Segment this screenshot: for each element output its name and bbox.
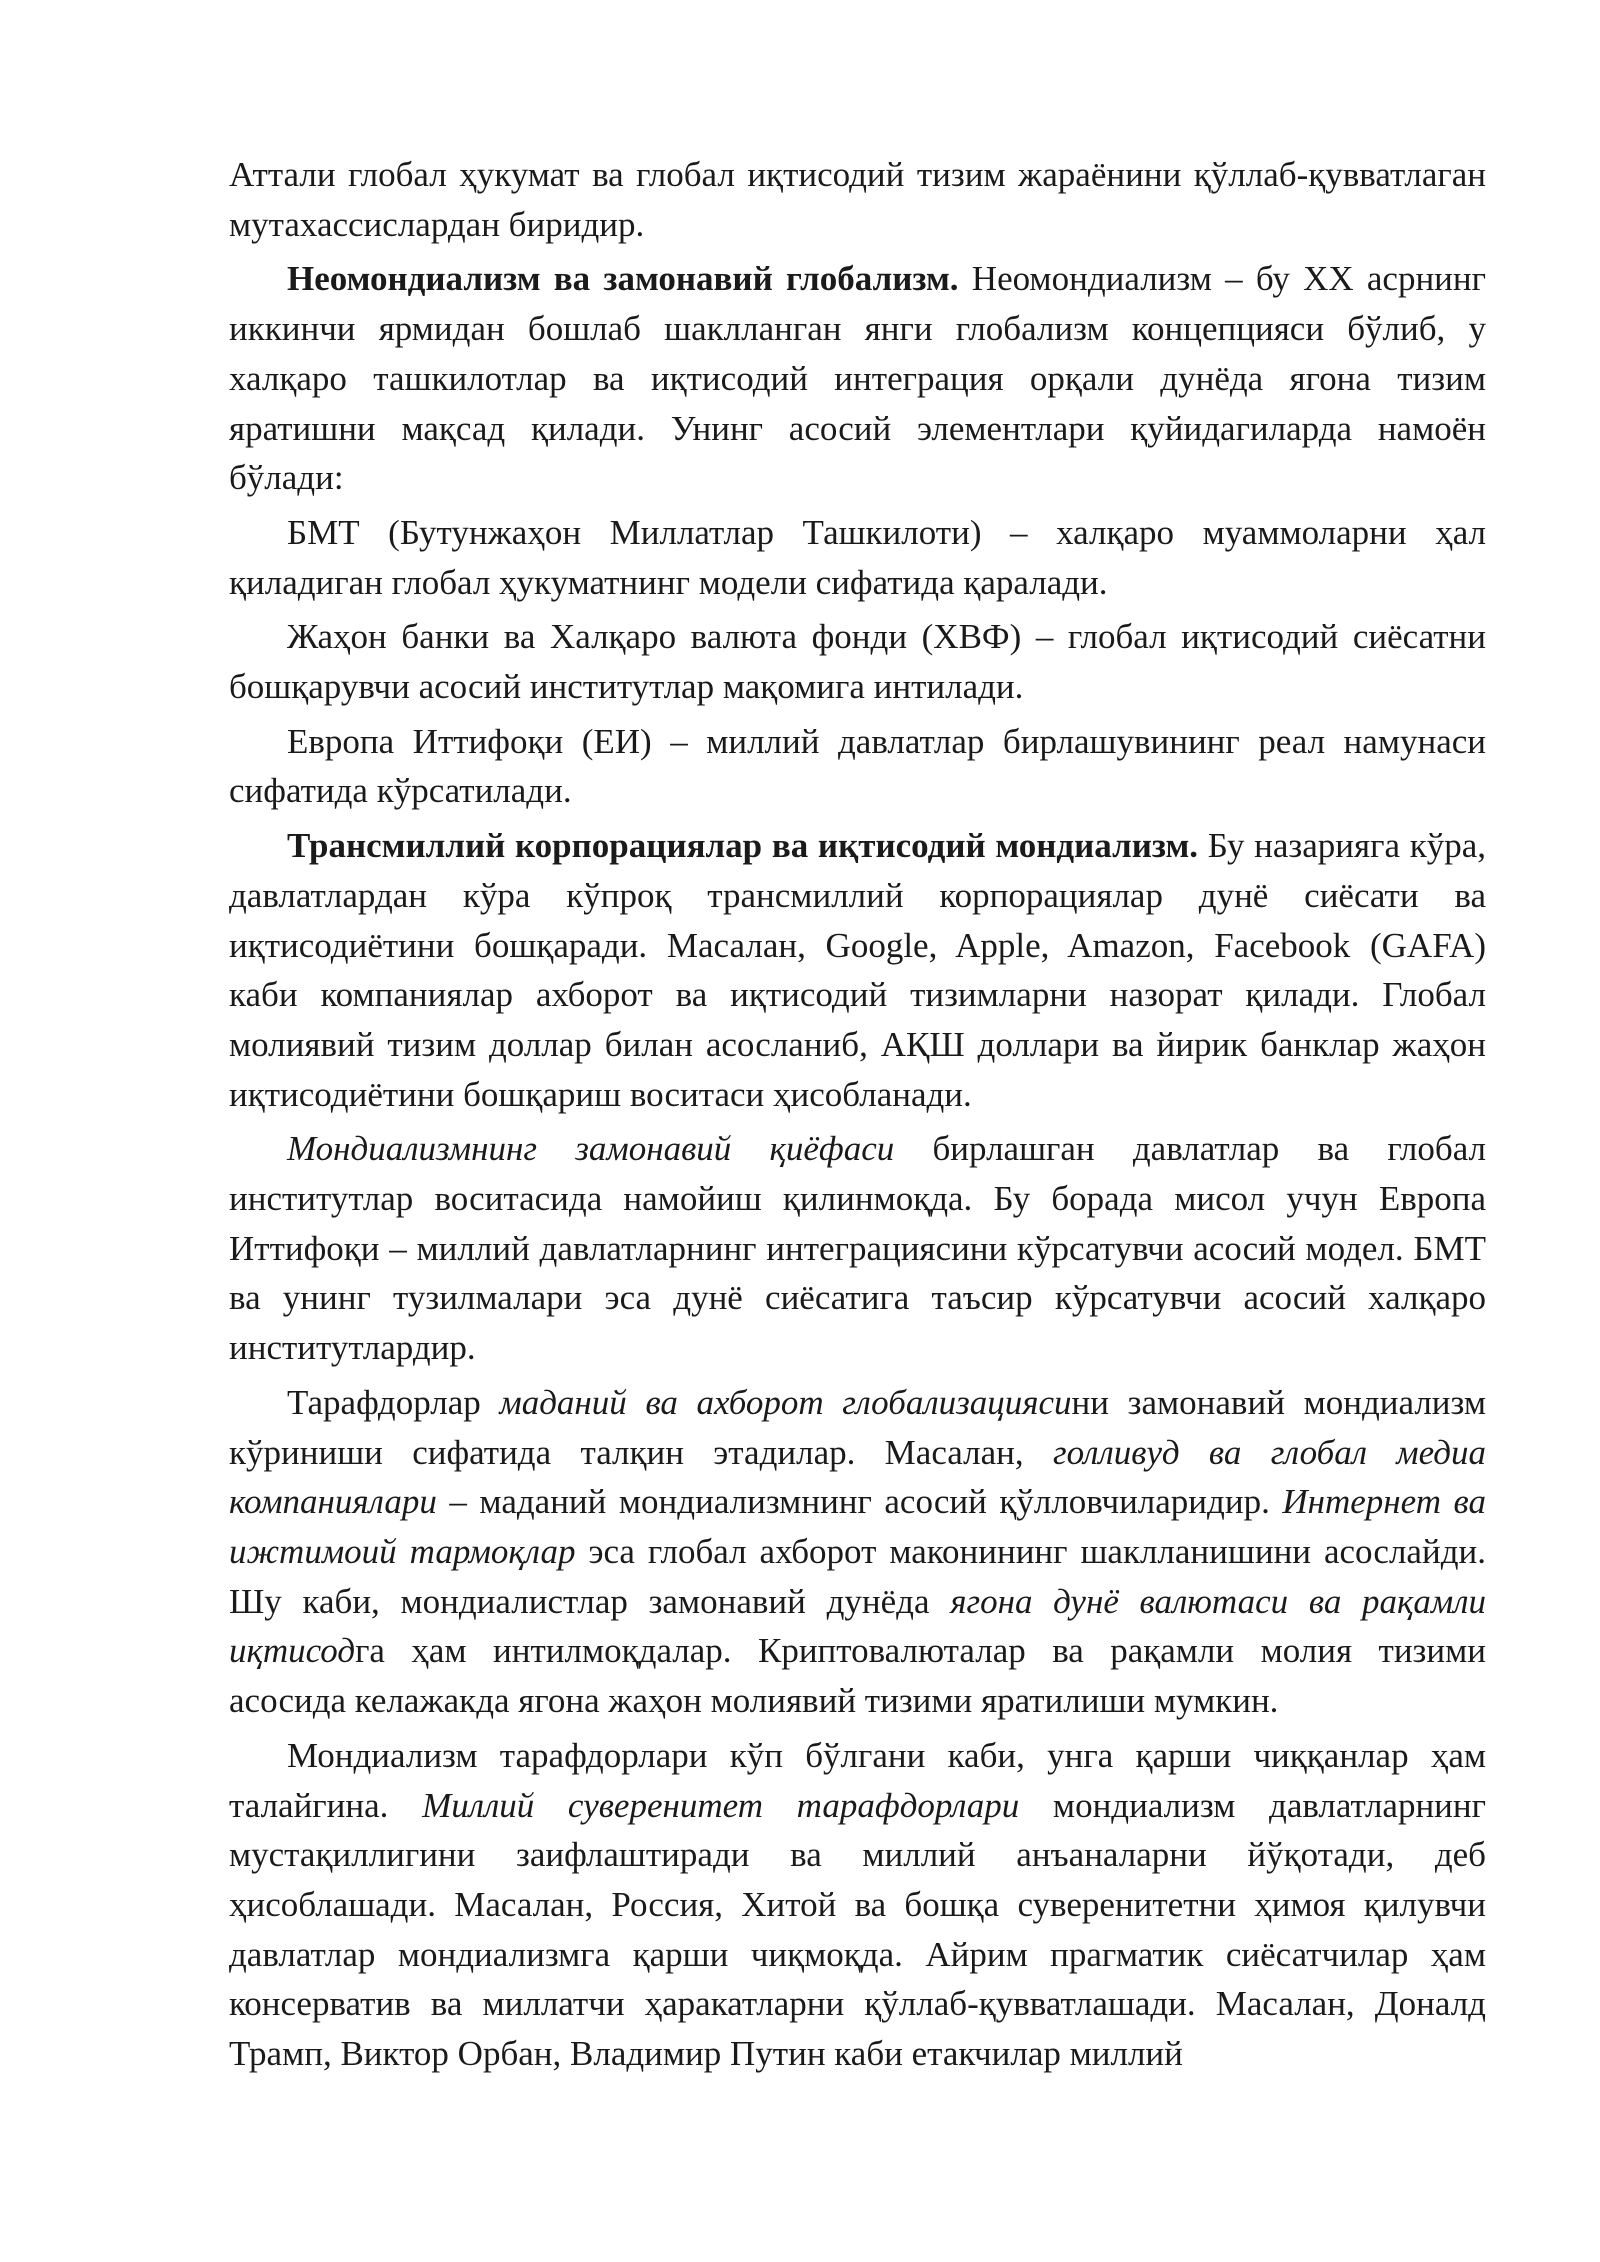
text-run: Мондиализм тарафдорлари кўп бўлгани каби, унга қарши чиққанлар ҳам талайгина. bbox=[229, 1735, 1486, 1825]
paragraph-5 bbox=[229, 717, 1486, 816]
italic-phrase: Миллий суверенитет тарафдорлари bbox=[422, 1785, 1020, 1825]
bold-heading: Трансмиллий корпорациялар ва иқтисодий мондиализм. bbox=[287, 826, 1199, 866]
italic-phrase: голливуд ва глобал медиа компаниялари bbox=[229, 1432, 1487, 1522]
italic-phrase: маданий ва ахборот глобализацияси bbox=[499, 1382, 1072, 1422]
paragraph-2 bbox=[229, 254, 1486, 503]
paragraph-4 bbox=[229, 612, 1486, 711]
text-run: Тарафдорлар bbox=[287, 1382, 500, 1422]
bold-heading: Неомондиализм ва замонавий глобализм. bbox=[287, 259, 959, 299]
document-page bbox=[229, 150, 1486, 2079]
italic-phrase: Интернет ва ижтимоий тармоқлар bbox=[229, 1482, 1486, 1571]
paragraph-8 bbox=[229, 1378, 1486, 1726]
paragraph-6 bbox=[229, 821, 1486, 1119]
text-run: БМТ (Бутунжаҳон Миллатлар Ташкилоти) – халқаро муаммоларни ҳал қиладиган глобал ҳукуматнинг модели сифатида қаралади. bbox=[229, 512, 1486, 602]
text-run: ни замонавий мондиализм кўриниши сифатида талқин этадилар. Масалан, bbox=[229, 1382, 1487, 1472]
paragraph-3 bbox=[229, 508, 1486, 607]
paragraph-7 bbox=[229, 1124, 1486, 1373]
text-run: бирлашган давлатлар ва глобал институтлар воситасида намойиш қилинмоқда. Бу борада мисол учун Европа Иттифоқи – миллий давлатларнинг интеграциясини кўрсатувчи асосий модел. БМТ ва унинг тузилмалари эса дунё сиёсатига таъсир кўрсатувчи асосий халқаро институтлардир. bbox=[229, 1129, 1486, 1368]
text-run: мондиализм давлатларнинг мустақиллигини заифлаштиради ва миллий анъаналарни йўқотади, деб ҳисоблашади. Масалан, Россия, Хитой ва бошқа суверенитетни ҳимоя қилувчи давлатлар мондиализмга қарши чиқмоқда. Айрим прагматик сиёсатчилар ҳам консерватив ва миллатчи ҳаракатларни қўллаб-қувватлашади. Масалан, Доналд Трамп, Виктор Орбан, Владимир Путин каби етакчилар миллий bbox=[229, 1785, 1486, 2074]
text-run: Жаҳон банки ва Халқаро валюта фонди (ХВФ) – глобал иқтисодий сиёсатни бошқарувчи асосий институтлар мақомига интилади. bbox=[229, 617, 1486, 707]
paragraph-9 bbox=[229, 1731, 1486, 2079]
text-run: га ҳам интилмоқдалар. Криптовалюталар ва рақамли молия тизими асосида келажакда ягона жаҳон молиявий тизими яратилиши мумкин. bbox=[229, 1631, 1486, 1721]
text-run: эса глобал ахборот маконининг шаклланишини асослайди. Шу каби, мондиалистлар замонавий дунёда bbox=[229, 1531, 1486, 1621]
text-run: – маданий мондиализмнинг асосий қўлловчиларидир. bbox=[436, 1482, 1283, 1522]
text-run: Европа Иттифоқи (ЕИ) – миллий давлатлар бирлашувининг реал намунаси сифатида кўрсатилади. bbox=[229, 721, 1486, 811]
text-run: Аттали глобал ҳукумат ва глобал иқтисодий тизим жараёнини қўллаб-қувватлаган мутахассислардан биридир. bbox=[229, 155, 1486, 244]
text-run: Неомондиализм – бу XX асрнинг иккинчи ярмидан бошлаб шаклланган янги глобализм концепцияси бўлиб, у халқаро ташкилотлар ва иқтисодий интеграция орқали дунёда ягона тизим яратишни мақсад қилади. Унинг асосий элементлари қуйидагиларда намоён бўлади: bbox=[229, 259, 1486, 498]
paragraph-1 bbox=[229, 150, 1486, 249]
text-run: Бу назарияга кўра, давлатлардан кўра кўпроқ трансмиллий корпорациялар дунё сиёсати ва иқтисодиётини бошқаради. Масалан, Google, Apple, Amazon, Facebook (GAFA) каби компаниялар ахборот ва иқтисодий тизимларни назорат қилади. Глобал молиявий тизим доллар билан асосланиб, АҚШ доллари ва йирик банклар жаҳон иқтисодиётини бошқариш воситаси ҳисобланади. bbox=[229, 826, 1486, 1114]
italic-phrase: ягона дунё валютаси ва рақамли иқтисод bbox=[229, 1581, 1486, 1671]
italic-phrase: Мондиализмнинг замонавий қиёфаси bbox=[287, 1129, 895, 1169]
